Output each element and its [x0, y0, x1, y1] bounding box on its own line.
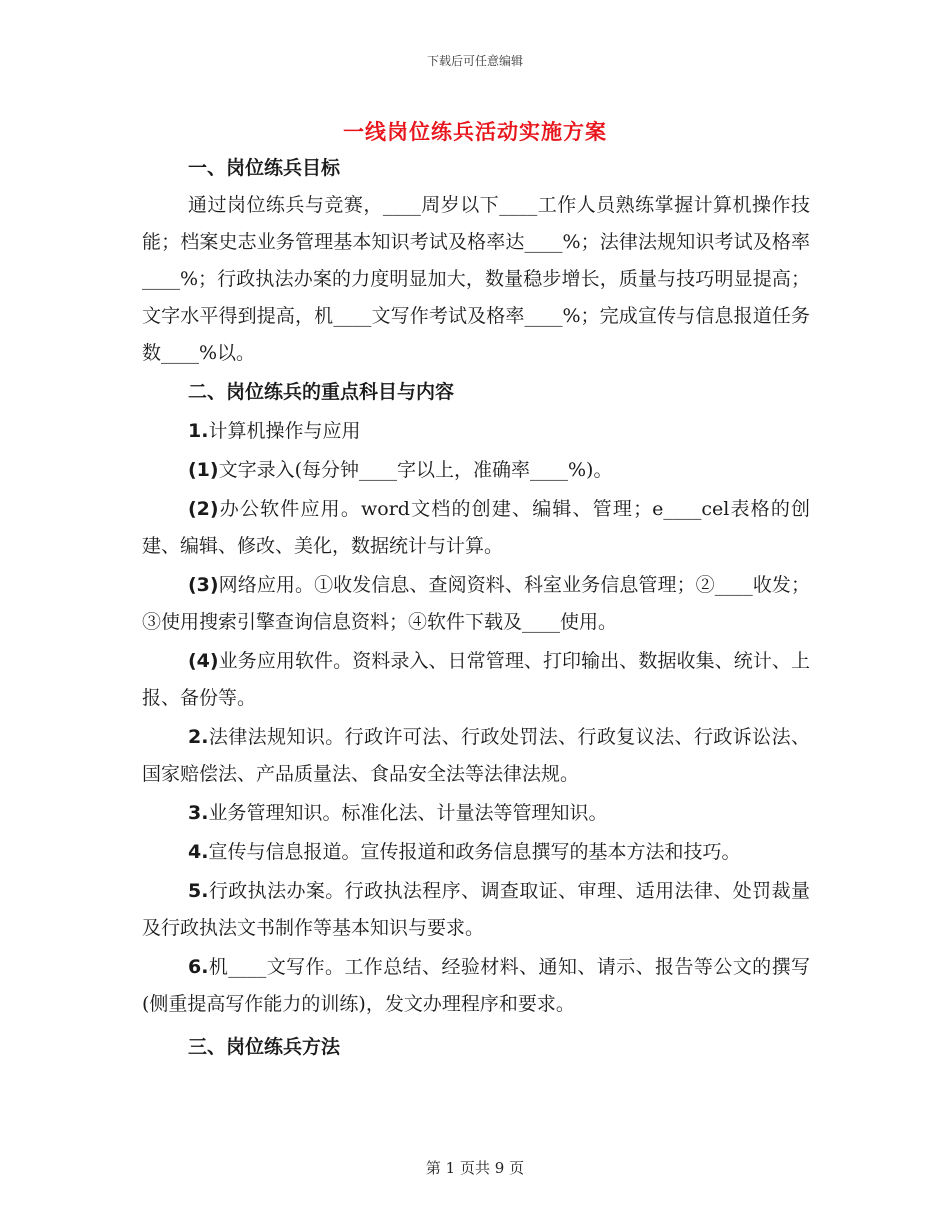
list-item [142, 719, 810, 793]
list-item [142, 795, 810, 832]
list-item [142, 834, 810, 871]
section-1-paragraph: 通过岗位练兵与竞赛，____周岁以下____工作人员熟练掌握计算机操作技能；档案史志业务管理基本知识考试及格率达____%；法律法规知识考试及格率____%；行政执法办案的力度明显加大，数量稳步增长，质量与技巧明显提高；文字水平得到提高，机____文写作考试及格率____%；完成宣传与信息报道任务数____%以。 [142, 194, 810, 364]
page-footer: 第 1 页共 9 页 [425, 1159, 525, 1177]
item-number: 3. [188, 802, 209, 824]
section-heading-3: 三、岗位练兵方法 [188, 1036, 341, 1058]
section-heading-1: 一、岗位练兵目标 [188, 157, 341, 179]
item-text: 业务应用软件。资料录入、日常管理、打印输出、数据收集、统计、上报、备份等。 [142, 650, 810, 709]
item-text: 计算机操作与应用 [208, 420, 361, 442]
list-item [142, 643, 810, 717]
list-item [142, 873, 810, 947]
item-number: (4) [188, 650, 219, 672]
item-number: 2. [188, 726, 209, 748]
item-number: 4. [188, 841, 209, 863]
list-item [142, 452, 810, 489]
item-text: 机____文写作。工作总结、经验材料、通知、请示、报告等公文的撰写(侧重提高写作能力的训练)，发文办理程序和要求。 [142, 956, 810, 1015]
document-body [142, 150, 810, 1066]
item-text: 宣传与信息报道。宣传报道和政务信息撰写的基本方法和技巧。 [208, 841, 741, 863]
item-number: 5. [188, 880, 209, 902]
list-item [142, 567, 810, 641]
item-text: 网络应用。①收发信息、查阅资料、科室业务信息管理；②____收发；③使用搜索引擎查询信息资料；④软件下载及____使用。 [142, 574, 810, 633]
list-item [142, 949, 810, 1023]
item-text: 办公软件应用。word文档的创建、编辑、管理；e____cel表格的创建、编辑、修改、美化，数据统计与计算。 [142, 498, 810, 557]
item-text: 行政执法办案。行政执法程序、调查取证、审理、适用法律、处罚裁量及行政执法文书制作等基本知识与要求。 [142, 880, 810, 939]
page-header: 下载后可任意编辑 [426, 54, 523, 68]
item-text: 文字录入(每分钟____字以上，准确率____%)。 [218, 459, 613, 481]
item-number: (2) [188, 498, 219, 520]
list-item [142, 413, 810, 450]
item-number: (1) [188, 459, 219, 481]
item-number: (3) [188, 574, 219, 596]
item-text: 业务管理知识。标准化法、计量法等管理知识。 [208, 802, 608, 824]
item-number: 6. [188, 956, 209, 978]
item-number: 1. [188, 420, 209, 442]
section-heading-2: 二、岗位练兵的重点科目与内容 [188, 381, 455, 403]
list-item [142, 491, 810, 565]
item-text: 法律法规知识。行政许可法、行政处罚法、行政复议法、行政诉讼法、国家赔偿法、产品质量法、食品安全法等法律法规。 [142, 726, 810, 785]
document-title: 一线岗位练兵活动实施方案 [343, 119, 607, 144]
